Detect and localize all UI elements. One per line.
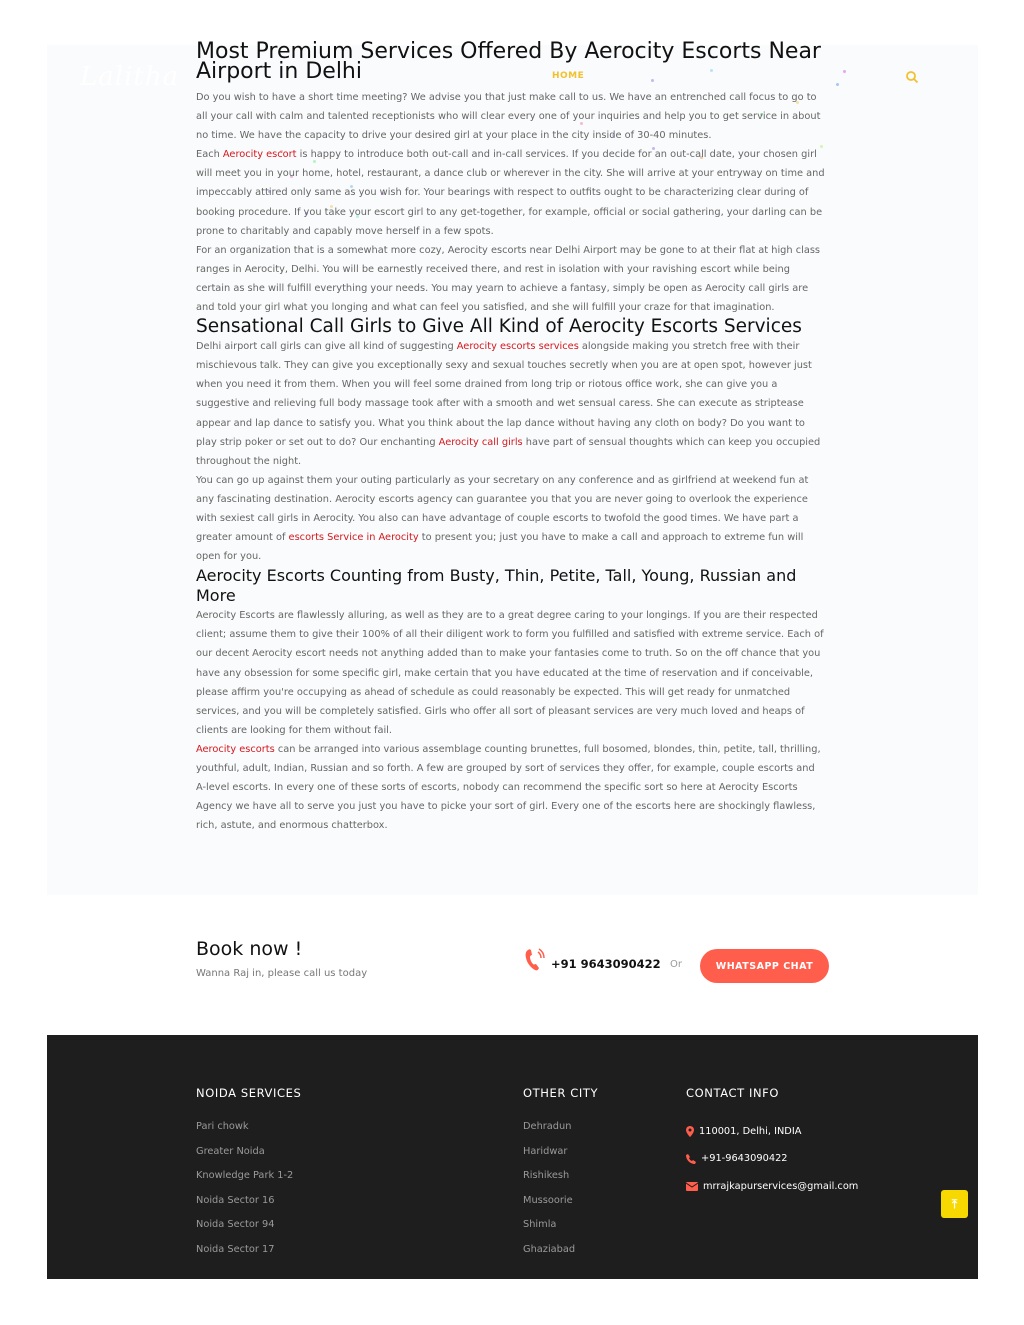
contact-email[interactable]: mrrajkapurservices@gmail.com	[686, 1181, 858, 1192]
footer-link-ghaziabad[interactable]: Ghaziabad	[523, 1244, 576, 1255]
back-to-top-button[interactable]: ⤒	[941, 1190, 968, 1218]
book-now-title: Book now !	[196, 938, 303, 960]
search-icon[interactable]	[905, 70, 919, 84]
footer	[47, 1035, 978, 1279]
footer-link-noida-sector-16[interactable]: Noida Sector 16	[196, 1195, 275, 1206]
phone-ring-icon	[523, 946, 547, 972]
whatsapp-chat-button[interactable]: WHATSAPP CHAT	[700, 949, 829, 983]
envelope-icon	[686, 1182, 698, 1191]
paragraph-categories: Aerocity escorts can be arranged into various assemblage counting brunettes, full bosomed, blondes, thin, petite, tall, thrilling, youthful, adult, Indian, Russian and so forth. A few are grouped by sort of services they offer, for example, couple escorts and A-level escorts. In every one of these sorts of escorts, nobody can recommend the specific sort so here at Aerocity Escorts Agency we have all to serve you just you have to picke your sort of girl. Every one of the escorts here are shockingly flawless, rich, astute, and enormous chatterbox.	[196, 743, 821, 832]
footer-link-shimla[interactable]: Shimla	[523, 1219, 557, 1230]
footer-link-haridwar[interactable]: Haridwar	[523, 1146, 568, 1157]
paragraph-outing: You can go up against them your outing particularly as your secretary on any conference and as girlfriend at weekend fun at any fascinating destination. Aerocity escorts agency can guarantee you that you are never going to overlook the experience with sexiest call girls in Aerocity. You also can have advantage of couple escorts to twofold the good times. We have part a greater amount of escorts Service in Aerocity to present you; just you have to make a call and approach to extreme fun will open for you.	[196, 474, 809, 563]
paragraph-outcall: Each Aerocity escort is happy to introduce both out-call and in-call services. If you decide for an out-call date, your chosen girl will meet you in your home, hotel, restaurant, a dance club or wherever in the city. She will arrive at your entryway on time and impeccably attired only same as you wish for. Your bearings with respect to outfits ought to be characterizing clear during of booking procedure. If you take your escort girl to any get-together, for example, official or social gathering, your darling can be prone to charitably and capably move herself in a few spots.	[196, 149, 825, 237]
heading-sensational: Sensational Call Girls to Give All Kind of Aerocity Escorts Services	[196, 316, 802, 338]
phone-icon	[686, 1154, 696, 1164]
footer-link-rishikesh[interactable]: Rishikesh	[523, 1170, 570, 1181]
link-aerocity-escorts[interactable]: Aerocity escorts	[196, 743, 275, 755]
heading-premium-services: Most Premium Services Offered By Aerocity Escorts Near Airport in Delhi	[196, 39, 821, 84]
article-content	[196, 39, 826, 835]
footer-link-knowledge-park[interactable]: Knowledge Park 1-2	[196, 1170, 294, 1181]
footer-link-mussoorie[interactable]: Mussoorie	[523, 1195, 573, 1206]
footer-other-city-title: OTHER CITY	[523, 1086, 599, 1100]
footer-contact-info-title: CONTACT INFO	[686, 1086, 780, 1100]
link-escorts-service-aerocity[interactable]: escorts Service in Aerocity	[288, 532, 419, 544]
nav-home-link[interactable]: HOME	[552, 71, 585, 81]
heading-counting: Aerocity Escorts Counting from Busty, Thin, Petite, Tall, Young, Russian and More	[196, 566, 797, 606]
paragraph-organization: For an organization that is a somewhat more cozy, Aerocity escorts near Delhi Airport may be gone to at their flat at high class ranges in Aerocity, Delhi. You will be earnestly received there, and rest in isolation with your ravishing escort while being certain as she will fulfill everything your needs. You may yearn to achieve a fantasy, simply be open as Aerocity call girls are and told your girl what you longing and what can feel you satisfied, and she will fulfill your craze for that imagination.	[196, 244, 821, 314]
booking-phone-number[interactable]: +91 9643090422	[551, 957, 661, 971]
paragraph-alluring: Aerocity Escorts are flawlessly alluring, as well as they are to a great degree caring to your longings. If you are their respected client; assume them to give their 100% of all their diligent work to form you fulfilled and satisfied with extreme service. Each of our decent Aerocity escort needs not anything added than to make your fantasies come to truth. So on the off chance that you have any obsession for some specific girl, make certain that you have educated at the time of reservation and if conceivable, please affirm you're occupying as ahead of schedule as could reasonably be expected. This will get ready for unmatched services, and you will be completely satisfied. Girls who offer all sort of pleasant services are very much loved and heaps of clients are looking for them without fail.	[196, 610, 824, 736]
footer-noida-services-title: NOIDA SERVICES	[196, 1086, 302, 1100]
link-aerocity-escorts-services[interactable]: Aerocity escorts services	[456, 341, 579, 353]
link-aerocity-call-girls[interactable]: Aerocity call girls	[438, 436, 523, 448]
footer-link-noida-sector-17[interactable]: Noida Sector 17	[196, 1244, 275, 1255]
site-logo[interactable]: Lalitha	[80, 62, 180, 92]
paragraph-services: Delhi airport call girls can give all kind of suggesting Aerocity escorts services alongside making you stretch free with their mischievous talk. They can give you exceptionally sexy and sexual touches secretly when you are at open spot, however just when you need it from them. When you will feel some drained from long trip or riotous office work, she can give you a suggestive and relieving full body massage took after with a smooth and wet sensual caress. She can execute as striptease appear and lap dance to satisfy you. What you think about the lap dance without having any cloth on body? Do you want to play strip poker or set out to do? Our enchanting Aerocity call girls have part of sensual thoughts which can keep you occupied throughout the night.	[196, 341, 821, 467]
or-separator: Or	[670, 959, 682, 970]
contact-address: 110001, Delhi, INDIA	[686, 1126, 801, 1137]
contact-phone[interactable]: +91-9643090422	[686, 1153, 788, 1164]
map-marker-icon	[686, 1126, 694, 1137]
footer-link-dehradun[interactable]: Dehradun	[523, 1121, 572, 1132]
footer-link-greater-noida[interactable]: Greater Noida	[196, 1146, 265, 1157]
paragraph-intro: Do you wish to have a short time meeting? We advise you that just make call to us. We have an entrenched call focus to go to all your call with calm and talented receptionists who will clear every one of your inquiries and help you to get service in about no time. We have the capacity to drive your desired girl at your place in the city inside of 30-40 minutes.	[196, 92, 821, 142]
book-now-subtitle: Wanna Raj in, please call us today	[196, 968, 368, 979]
footer-link-pari-chowk[interactable]: Pari chowk	[196, 1121, 249, 1132]
link-aerocity-escort[interactable]: Aerocity escort	[222, 149, 297, 161]
footer-link-noida-sector-94[interactable]: Noida Sector 94	[196, 1219, 275, 1230]
